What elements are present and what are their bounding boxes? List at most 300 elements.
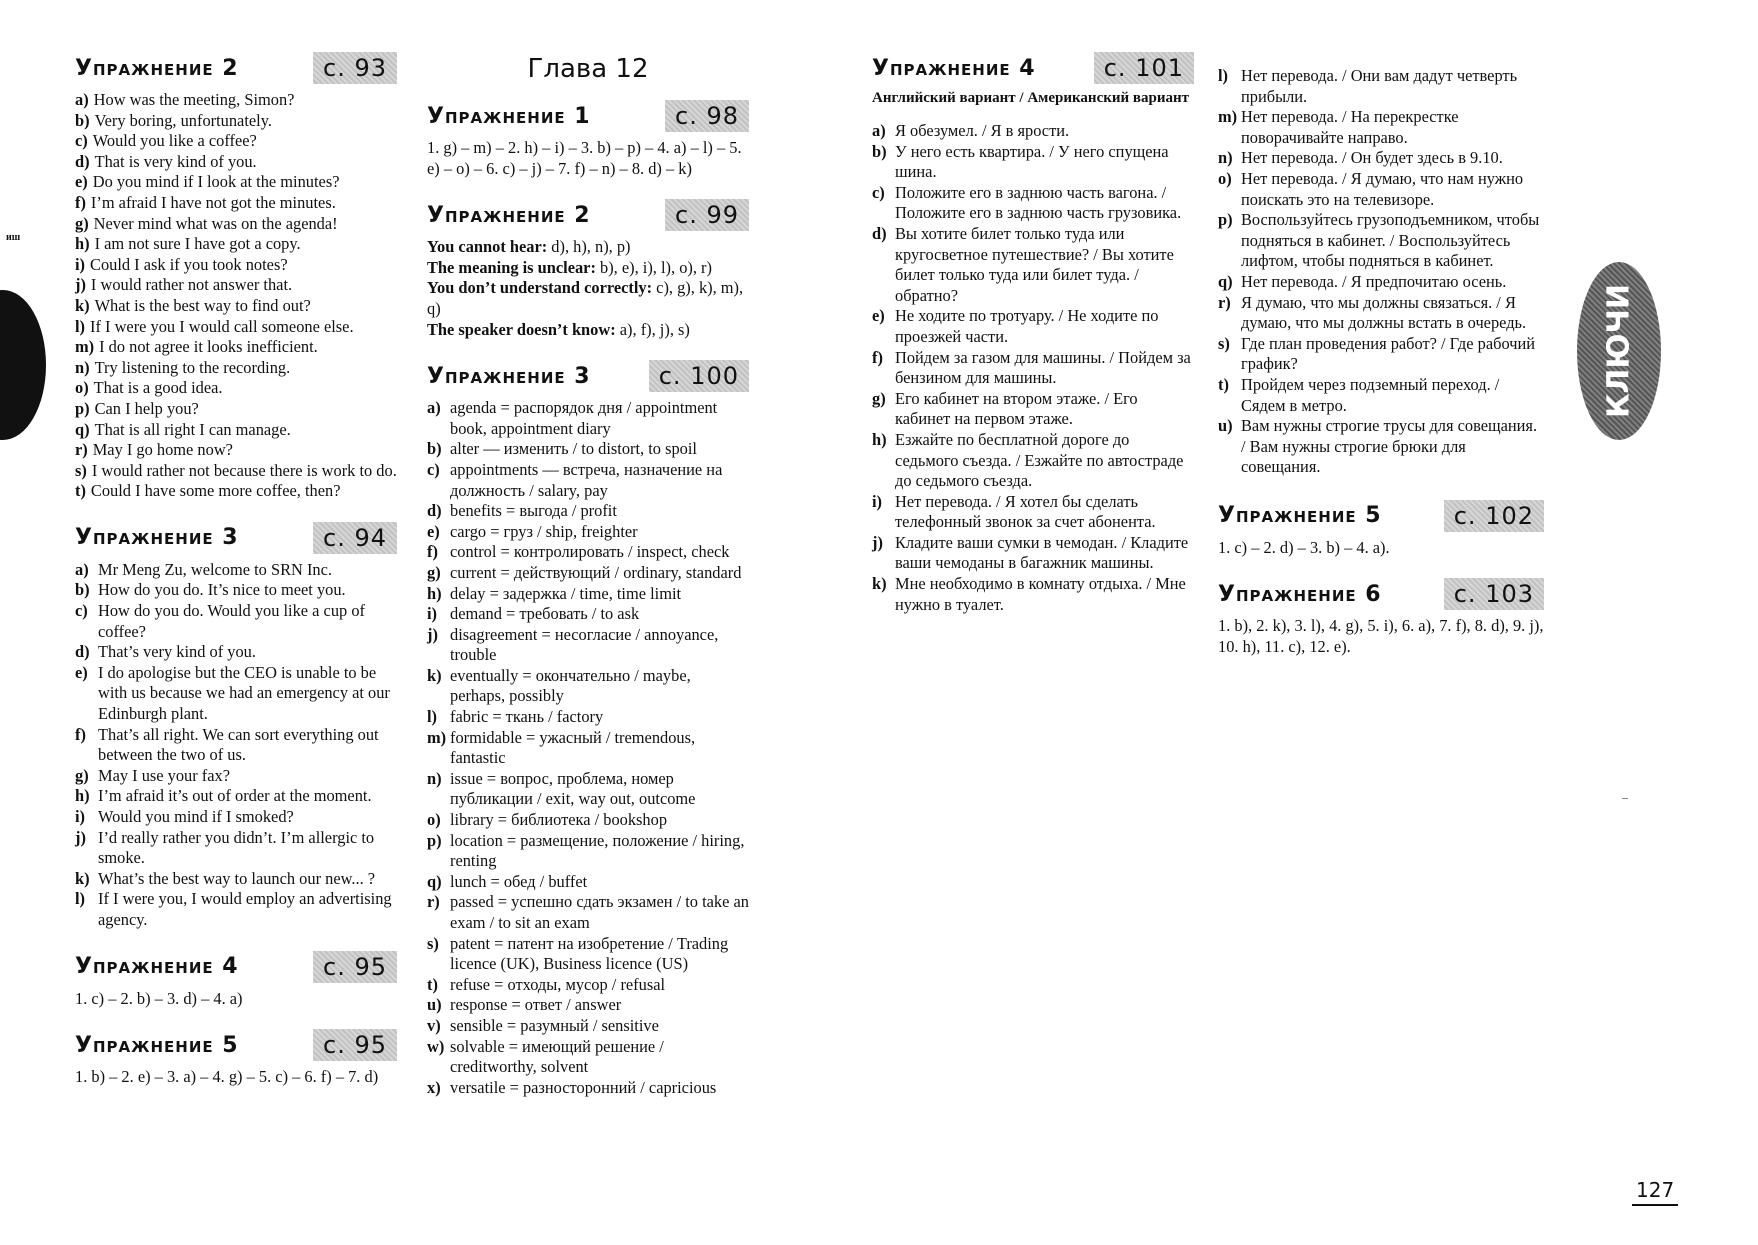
answer-label: o) — [427, 810, 441, 830]
exercise-section — [427, 100, 749, 179]
exercise-section — [1218, 500, 1544, 559]
answer-text: alter — изменить / to distort, to spoil — [450, 439, 697, 459]
answer-label: q) — [427, 871, 442, 891]
answer-text: Very boring, unfortunately. — [94, 110, 272, 130]
answer-item — [75, 193, 397, 214]
answer-text: Нет перевода. / Он будет здесь в 9.10. — [1241, 148, 1503, 168]
answer-item — [1218, 66, 1544, 107]
answer-text: У него есть квартира. / У него спущена шина. — [895, 141, 1169, 182]
answer-label: l) — [427, 707, 438, 727]
answer-text: versatile = разносторонний / capricious — [450, 1077, 717, 1097]
answer-text: What is the best way to find out? — [94, 295, 311, 315]
exercise-title: Упражнение 5 — [75, 1032, 239, 1058]
answer-text: Где план проведения работ? / Где рабочий график? — [1241, 333, 1536, 374]
answer-text: 1. b) – 2. e) – 3. a) – 4. g) – 5. c) – 6. f) – 7. d) — [75, 1067, 379, 1087]
column-2 — [427, 52, 749, 1118]
answer-item — [75, 131, 397, 152]
answer-label: s) — [75, 460, 87, 480]
exercise-page-ref: с. 100 — [649, 360, 749, 392]
answer-item — [427, 563, 749, 584]
answer-item — [427, 584, 749, 605]
answer-item — [75, 255, 397, 276]
answer-label: k) — [427, 665, 442, 685]
exercise-title: Упражнение 2 — [75, 55, 239, 81]
answer-item — [427, 1037, 749, 1078]
answer-text: I’m afraid it’s out of order at the moment. — [98, 786, 372, 806]
answer-item — [1218, 210, 1544, 272]
answer-label: a) — [75, 90, 89, 109]
answer-text: delay = задержка / time, time limit — [450, 583, 682, 603]
answer-text: Пройдем через подземный переход. / Сядем в метро. — [1241, 374, 1500, 415]
answer-text: If I were you I would call someone else. — [90, 316, 354, 336]
answer-text: demand = требовать / to ask — [450, 604, 640, 624]
answer-label: e) — [872, 306, 885, 326]
answer-item — [75, 601, 397, 642]
exercise-section — [75, 951, 397, 1010]
answer-item — [75, 642, 397, 663]
exercise-page-ref: с. 98 — [665, 100, 749, 132]
exercise-page-ref: с. 101 — [1094, 52, 1194, 84]
answer-label: j) — [75, 827, 86, 847]
answer-text: That is a good idea. — [93, 378, 223, 398]
answer-line-label: You cannot hear: — [427, 237, 548, 257]
answer-label: c) — [75, 601, 88, 621]
answer-item — [427, 460, 749, 501]
answer-label: l) — [75, 316, 86, 336]
answer-text: I do not agree it looks inefficient. — [99, 337, 318, 357]
answer-line-values: c), g), k), m), q) — [427, 278, 744, 318]
exercise-section — [75, 52, 397, 502]
answer-text: Вы хотите билет только туда или кругосветное путешествие? / Вы хотите билет только туда или билет туда. / обратно? — [895, 223, 1174, 305]
answer-label: c) — [427, 459, 440, 479]
exercise-section — [427, 199, 749, 340]
answer-text: I am not sure I have got a copy. — [94, 234, 301, 254]
answer-text: Я обезумел. / Я в ярости. — [895, 121, 1070, 140]
answer-item — [1218, 334, 1544, 375]
answer-line-values: b), e), i), l), o), r) — [595, 257, 712, 277]
answer-label: t) — [75, 481, 86, 501]
answer-item — [872, 142, 1194, 183]
answer-label: c) — [75, 131, 88, 151]
answer-line — [427, 258, 749, 279]
answer-text: appointments — встреча, назначение на должность / salary, pay — [450, 459, 723, 500]
answer-text: I’m afraid I have not got the minutes. — [90, 192, 336, 212]
answer-item — [75, 337, 397, 358]
exercise-section — [872, 52, 1194, 615]
answer-label: m) — [1218, 107, 1238, 127]
answer-item — [427, 810, 749, 831]
answer-label: d) — [427, 501, 442, 521]
exercise-title: Упражнение 6 — [1218, 581, 1382, 607]
answer-text: I would rather not because there is work to do. — [91, 460, 397, 480]
answer-item — [1218, 416, 1544, 478]
answer-item — [75, 399, 397, 420]
exercise-header — [75, 1029, 397, 1061]
margin-mark — [1622, 798, 1628, 799]
answer-item — [75, 663, 397, 725]
answer-label: b) — [427, 439, 442, 459]
exercise-header — [427, 360, 749, 392]
answer-text: 1. c) – 2. d) – 3. b) – 4. a). — [1218, 537, 1390, 557]
keys-tab-label: КЛЮЧИ — [1601, 283, 1637, 419]
answer-label: f) — [75, 192, 86, 212]
exercise-title: Упражнение 3 — [427, 363, 591, 389]
answer-text: Нет перевода. / Я предпочитаю осень. — [1241, 271, 1507, 291]
answer-text: Would you like a coffee? — [92, 131, 257, 151]
left-edge-text: иш — [6, 232, 21, 243]
answer-item — [75, 152, 397, 173]
answer-label: u) — [1218, 416, 1233, 436]
answer-label: g) — [75, 765, 89, 785]
answer-label: x) — [427, 1077, 441, 1097]
answer-text: Нет перевода. / Я хотел бы сделать телефонный звонок за счет абонента. — [895, 491, 1156, 532]
answer-text: passed = успешно сдать экзамен / to take an exam / to sit an exam — [450, 892, 749, 932]
answer-text: How do you do. Would you like a cup of coffee? — [98, 601, 365, 641]
answer-label: e) — [75, 172, 88, 192]
answer-item — [427, 892, 749, 933]
answer-item — [75, 358, 397, 379]
answer-item — [427, 872, 749, 893]
answer-text: What’s the best way to launch our new... ? — [98, 868, 376, 888]
answer-text: How do you do. It’s nice to meet you. — [98, 580, 346, 600]
page-number: 127 — [1632, 1178, 1678, 1206]
answer-item — [75, 234, 397, 255]
answer-label: a) — [872, 121, 886, 140]
answer-text: Кладите ваши сумки в чемодан. / Кладите ваши чемоданы в багажник машины. — [895, 532, 1189, 573]
answer-text: Can I help you? — [94, 398, 199, 418]
answer-text: eventually = окончательно / maybe, perhaps, possibly — [450, 665, 691, 706]
answer-label: e) — [75, 662, 88, 682]
answer-text: issue = вопрос, проблема, номер публикации / exit, way out, outcome — [450, 768, 696, 809]
answer-text: That’s all right. We can sort everything out between the two of us. — [98, 724, 379, 765]
answer-item — [75, 440, 397, 461]
answer-label: e) — [427, 521, 440, 541]
answer-item — [427, 625, 749, 666]
left-edge-tab — [0, 290, 46, 440]
answer-label: i) — [872, 491, 883, 511]
answer-item — [75, 378, 397, 399]
answer-label: b) — [75, 110, 90, 130]
answer-item — [75, 172, 397, 193]
exercise-title: Упражнение 3 — [75, 525, 239, 551]
answer-item — [75, 317, 397, 338]
answer-text: Мне необходимо в комнату отдыха. / Мне нужно в туалет. — [895, 574, 1186, 614]
answer-label: w) — [427, 1036, 445, 1056]
answer-text: Нет перевода. / Я думаю, что нам нужно поискать это на телевизоре. — [1241, 168, 1524, 209]
answer-item — [872, 306, 1194, 347]
answer-label: t) — [1218, 374, 1229, 394]
answer-item — [427, 707, 749, 728]
answer-item — [1218, 293, 1544, 334]
answer-item — [427, 542, 749, 563]
answer-text: solvable = имеющий решение / creditworthy, solvent — [450, 1036, 664, 1077]
answer-item — [75, 889, 397, 930]
answer-label: o) — [1218, 168, 1232, 188]
answer-item — [427, 728, 749, 769]
answer-line — [427, 237, 749, 258]
exercise-page-ref: с. 99 — [665, 199, 749, 231]
answer-label: q) — [75, 419, 90, 439]
answer-line-label: The meaning is unclear: — [427, 257, 596, 277]
answer-line-values: d), h), n), p) — [547, 237, 631, 257]
answer-text: agenda = распорядок дня / appointment book, appointment diary — [450, 398, 718, 438]
answer-label: k) — [872, 574, 887, 594]
answer-label: d) — [75, 642, 90, 662]
answer-item — [427, 1016, 749, 1037]
answer-text: May I use your fax? — [98, 765, 230, 785]
answer-item — [427, 604, 749, 625]
answer-item — [1218, 169, 1544, 210]
answer-text: Try listening to the recording. — [94, 357, 291, 377]
answer-label: g) — [872, 388, 886, 408]
answer-label: h) — [427, 583, 442, 603]
answer-label: p) — [427, 830, 442, 850]
answer-item — [872, 389, 1194, 430]
answer-text: sensible = разумный / sensitive — [450, 1015, 659, 1035]
answer-item — [75, 214, 397, 235]
answer-label: p) — [75, 398, 90, 418]
answer-list — [427, 398, 749, 1098]
answer-label: v) — [427, 1015, 441, 1035]
answer-text: current = действующий / ordinary, standard — [450, 562, 742, 582]
answer-label: a) — [427, 398, 441, 418]
answer-label: m) — [75, 337, 95, 357]
answer-label: n) — [427, 768, 442, 788]
answer-text: Do you mind if I look at the minutes? — [92, 172, 340, 192]
column-4 — [1218, 66, 1544, 678]
answer-label: n) — [75, 357, 90, 377]
answer-text: Пойдем за газом для машины. / Пойдем за бензином для машины. — [895, 347, 1191, 388]
answer-item — [1218, 375, 1544, 416]
answer-text: refuse = отходы, мусор / refusal — [450, 974, 666, 994]
answer-item — [872, 533, 1194, 574]
exercise-header — [1218, 500, 1544, 532]
exercise-section — [75, 522, 397, 931]
exercise-title: Упражнение 1 — [427, 103, 591, 129]
answer-label: i) — [427, 604, 438, 624]
answer-item — [872, 574, 1194, 615]
answer-item — [427, 666, 749, 707]
answer-item — [427, 501, 749, 522]
answer-label: f) — [872, 347, 883, 367]
answer-item — [75, 580, 397, 601]
answer-label: s) — [1218, 333, 1230, 353]
answer-list — [75, 560, 397, 931]
column-3 — [872, 52, 1194, 635]
answer-text: fabric = ткань / factory — [450, 707, 604, 727]
answer-label: q) — [1218, 271, 1233, 291]
answer-item — [427, 831, 749, 872]
answer-text: Would you mind if I smoked? — [98, 807, 294, 826]
answer-label: f) — [427, 542, 438, 562]
answer-item — [75, 420, 397, 441]
answer-label: j) — [75, 275, 86, 295]
answer-text: 1. b), 2. k), 3. l), 4. g), 5. i), 6. a), 7. f), 8. d), 9. j), 10. h), 11. c), 12. e). — [1218, 616, 1544, 657]
exercise-title: Упражнение 4 — [872, 55, 1036, 81]
answer-line-values: a), f), j), s) — [615, 319, 690, 339]
answer-item — [75, 807, 397, 828]
exercise-page-ref: с. 93 — [313, 52, 397, 84]
answer-item — [427, 1078, 749, 1099]
answer-item — [75, 560, 397, 581]
answer-label: g) — [75, 213, 89, 233]
answer-text: control = контролировать / inspect, check — [450, 542, 730, 562]
answer-label: s) — [427, 933, 439, 953]
exercise-header — [427, 100, 749, 132]
answer-text: benefits = выгода / profit — [450, 501, 617, 521]
answer-text: I’d really rather you didn’t. I’m allergic to smoke. — [98, 827, 375, 868]
answer-text: How was the meeting, Simon? — [93, 90, 295, 109]
answer-text: That is very kind of you. — [94, 151, 257, 171]
answer-label: d) — [872, 223, 887, 243]
exercise-header — [872, 52, 1194, 84]
answer-item — [75, 766, 397, 787]
exercise-header — [427, 199, 749, 231]
answer-text: Воспользуйтесь грузоподъемником, чтобы подняться в кабинет. / Воспользуйтесь лифтом, чтобы подняться в кабинет. — [1241, 210, 1540, 271]
answer-list — [75, 90, 397, 502]
answer-label: r) — [75, 440, 88, 460]
answer-item — [872, 430, 1194, 492]
answer-text: If I were you, I would employ an advertising agency. — [98, 889, 392, 929]
answer-label: a) — [75, 559, 89, 579]
answer-item — [872, 348, 1194, 389]
answer-text: 1. g) – m) – 2. h) – i) – 3. b) – p) – 4. a) – l) – 5. e) – o) – 6. c) – j) – 7. f) – n) – 8. d) – k) — [427, 138, 742, 178]
answer-item — [75, 111, 397, 132]
answer-text: response = ответ / answer — [450, 995, 622, 1015]
answer-text: Не ходите по тротуару. / Не ходите по проезжей части. — [895, 306, 1159, 346]
exercise-title: Упражнение 5 — [1218, 503, 1382, 529]
answer-item — [427, 975, 749, 996]
exercise-page-ref: с. 95 — [313, 1029, 397, 1061]
exercise-page-ref: с. 94 — [313, 522, 397, 554]
answer-label: j) — [872, 532, 883, 552]
exercise-title: Упражнение 4 — [75, 954, 239, 980]
answer-text: That is all right I can manage. — [94, 419, 291, 439]
answer-item — [75, 869, 397, 890]
answer-item — [872, 224, 1194, 306]
answer-item — [75, 275, 397, 296]
answer-text: cargo = груз / ship, freighter — [450, 521, 638, 541]
exercise-page-ref: с. 103 — [1444, 578, 1544, 610]
answer-label: i) — [75, 807, 86, 826]
answer-text: I do apologise but the CEO is unable to be with us because we had an emergency at our Edinburgh plant. — [98, 662, 390, 724]
answer-item — [1218, 107, 1544, 148]
column-1 — [75, 52, 397, 1108]
answer-text: Езжайте по бесплатной дороге до седьмого съезда. / Езжайте по автостраде до седьмого съезда. — [895, 429, 1184, 491]
answer-item — [427, 995, 749, 1016]
answer-item — [1218, 272, 1544, 293]
answer-item — [427, 522, 749, 543]
exercise-section — [427, 360, 749, 1098]
answer-item — [1218, 148, 1544, 169]
exercise-page-ref: с. 102 — [1444, 500, 1544, 532]
answer-label: r) — [427, 892, 440, 912]
answer-label: c) — [872, 182, 885, 202]
answer-text: Положите его в заднюю часть вагона. / Положите его в заднюю часть грузовика. — [895, 182, 1182, 223]
answer-label: r) — [1218, 292, 1231, 312]
answer-item — [75, 90, 397, 111]
answer-item — [427, 769, 749, 810]
answer-text: Нет перевода. / На перекрестке поворачивайте направо. — [1241, 107, 1459, 147]
answer-item — [872, 183, 1194, 224]
answer-label: h) — [872, 429, 887, 449]
answer-label: b) — [872, 141, 887, 161]
exercise-header — [1218, 578, 1544, 610]
variant-heading: Английский вариант / Американский вариант — [872, 90, 1190, 106]
answer-text: Could I ask if you took notes? — [90, 254, 288, 274]
answer-text: Нет перевода. / Они вам дадут четверть прибыли. — [1241, 66, 1518, 106]
answer-label: p) — [1218, 210, 1233, 230]
answer-text: formidable = ужасный / tremendous, fantastic — [450, 727, 696, 768]
answer-item — [75, 461, 397, 482]
answer-text: disagreement = несогласие / annoyance, trouble — [450, 624, 719, 665]
answer-text: 1. c) – 2. b) – 3. d) – 4. a) — [75, 988, 243, 1008]
answer-text: Mr Meng Zu, welcome to SRN Inc. — [98, 559, 332, 579]
exercise-title: Упражнение 2 — [427, 202, 591, 228]
answer-label: j) — [427, 624, 438, 644]
answer-label: h) — [75, 234, 90, 254]
answer-label: m) — [427, 727, 447, 747]
answer-label: d) — [75, 151, 90, 171]
exercise-header — [75, 522, 397, 554]
answer-item — [75, 828, 397, 869]
answer-label: k) — [75, 295, 90, 315]
answer-label: l) — [1218, 66, 1229, 85]
answer-text: Never mind what was on the agenda! — [93, 213, 338, 233]
answer-text: lunch = обед / buffet — [450, 871, 588, 891]
answer-text: patent = патент на изобретение / Trading licence (UK), Business licence (US) — [450, 933, 729, 974]
answer-label: l) — [75, 889, 86, 909]
answer-line — [427, 278, 749, 319]
exercise-header — [75, 52, 397, 84]
answer-item — [872, 492, 1194, 533]
answer-item — [872, 121, 1194, 142]
answer-label: n) — [1218, 148, 1233, 168]
answer-line — [427, 320, 749, 341]
exercise-header — [75, 951, 397, 983]
exercise-page-ref: с. 95 — [313, 951, 397, 983]
answer-text: Его кабинет на втором этаже. / Его кабинет на первом этаже. — [895, 388, 1138, 429]
keys-side-tab — [1577, 262, 1661, 440]
answer-list — [1218, 66, 1544, 478]
exercise-section — [1218, 578, 1544, 657]
chapter-title: Глава 12 — [527, 54, 649, 84]
answer-text: That’s very kind of you. — [98, 642, 256, 662]
answer-label: u) — [427, 995, 442, 1015]
answer-item — [75, 296, 397, 317]
answer-item — [427, 439, 749, 460]
answer-text: location = размещение, положение / hiring, renting — [450, 830, 745, 871]
answer-item — [75, 725, 397, 766]
answer-item — [427, 934, 749, 975]
answer-text: library = библиотека / bookshop — [450, 810, 668, 830]
answer-line-label: The speaker doesn’t know: — [427, 319, 616, 339]
answer-item — [75, 786, 397, 807]
answer-label: f) — [75, 724, 86, 744]
answer-label: b) — [75, 580, 90, 600]
answer-label: h) — [75, 786, 90, 806]
answer-text: May I go home now? — [92, 440, 233, 460]
answer-item — [75, 481, 397, 502]
answer-label: i) — [75, 254, 86, 274]
exercise-section — [75, 1029, 397, 1088]
answer-label: t) — [427, 974, 438, 994]
answer-label: k) — [75, 868, 90, 888]
answer-label: g) — [427, 562, 441, 582]
answer-item — [427, 398, 749, 439]
answer-text: Could I have some more coffee, then? — [90, 481, 341, 501]
answer-label: o) — [75, 378, 89, 398]
